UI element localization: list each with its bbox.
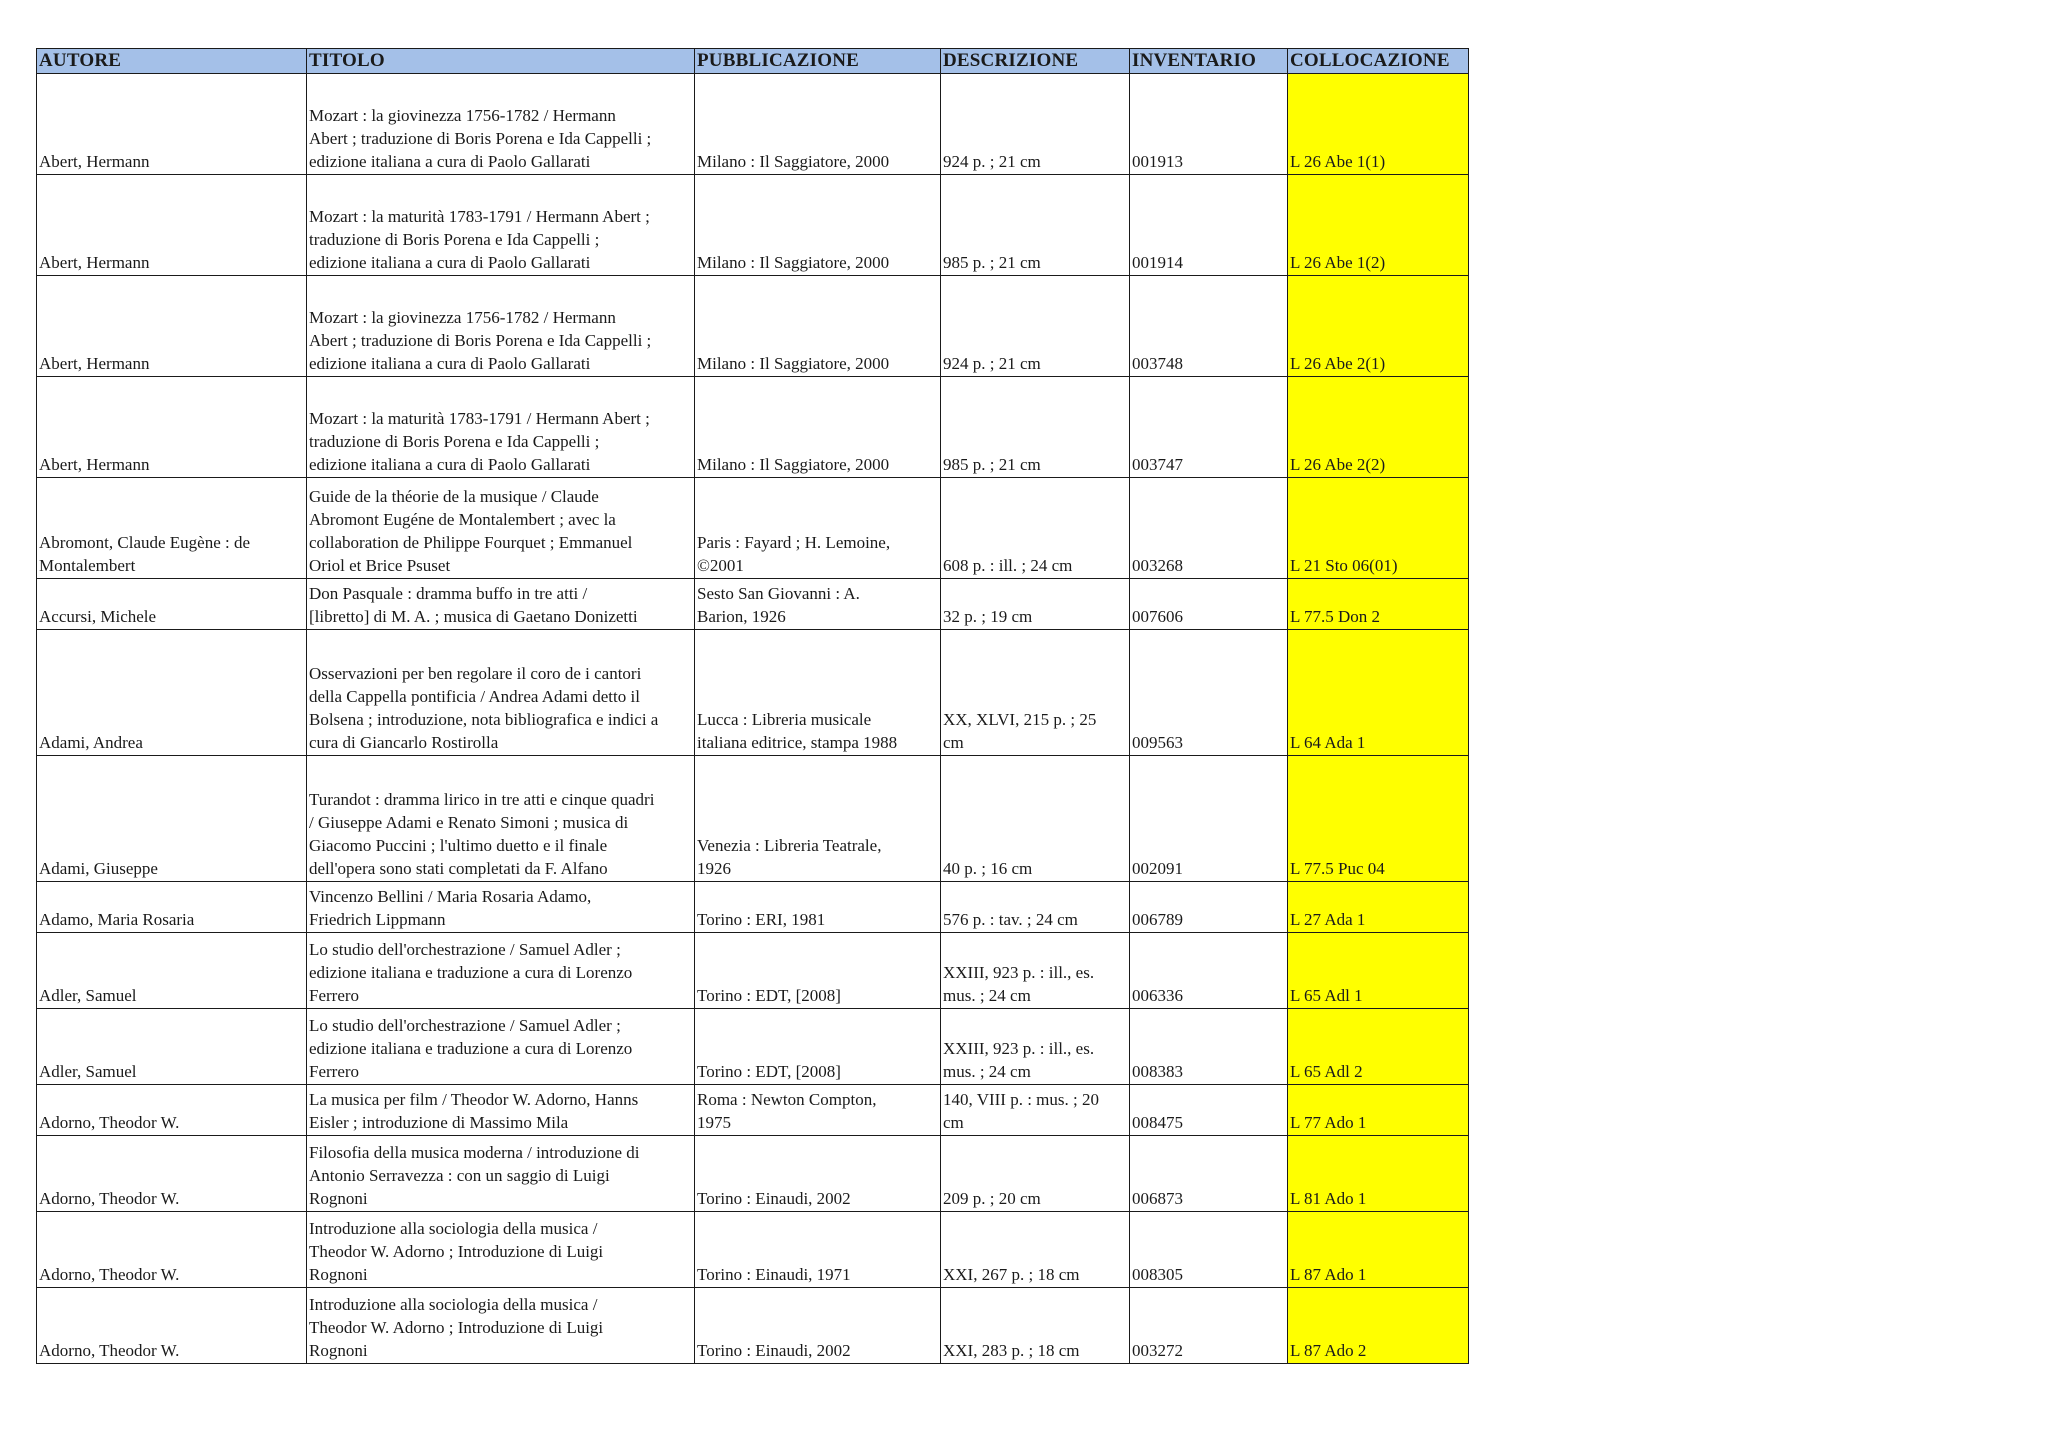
cell-pubblicazione: Venezia : Libreria Teatrale, 1926 bbox=[695, 756, 941, 882]
cell-inventario: 003748 bbox=[1130, 276, 1288, 377]
cell-collocazione: L 87 Ado 2 bbox=[1288, 1288, 1469, 1364]
cell-collocazione: L 77 Ado 1 bbox=[1288, 1085, 1469, 1136]
cell-autore: Abert, Hermann bbox=[37, 175, 307, 276]
cell-pubblicazione: Sesto San Giovanni : A. Barion, 1926 bbox=[695, 579, 941, 630]
cell-descrizione: 40 p. ; 16 cm bbox=[941, 756, 1130, 882]
table-row bbox=[37, 882, 1469, 933]
cell-pubblicazione: Milano : Il Saggiatore, 2000 bbox=[695, 276, 941, 377]
cell-collocazione: L 26 Abe 2(2) bbox=[1288, 377, 1469, 478]
cell-autore: Adorno, Theodor W. bbox=[37, 1288, 307, 1364]
cell-autore: Abromont, Claude Eugène : de Montalembert bbox=[37, 478, 307, 579]
cell-pubblicazione: Paris : Fayard ; H. Lemoine, ©2001 bbox=[695, 478, 941, 579]
table-row bbox=[37, 756, 1469, 882]
cell-pubblicazione: Torino : EDT, [2008] bbox=[695, 1009, 941, 1085]
cell-titolo: Vincenzo Bellini / Maria Rosaria Adamo, Friedrich Lippmann bbox=[307, 882, 695, 933]
header-inventario: INVENTARIO bbox=[1130, 49, 1288, 74]
cell-collocazione: L 77.5 Puc 04 bbox=[1288, 756, 1469, 882]
cell-descrizione: XXI, 267 p. ; 18 cm bbox=[941, 1212, 1130, 1288]
cell-descrizione: XXIII, 923 p. : ill., es. mus. ; 24 cm bbox=[941, 1009, 1130, 1085]
cell-autore: Abert, Hermann bbox=[37, 377, 307, 478]
cell-titolo: Mozart : la maturità 1783-1791 / Hermann Abert ; traduzione di Boris Porena e Ida Cappelli ; edizione italiana a cura di Paolo Gallarati bbox=[307, 175, 695, 276]
cell-descrizione: XXIII, 923 p. : ill., es. mus. ; 24 cm bbox=[941, 933, 1130, 1009]
table-row bbox=[37, 630, 1469, 756]
cell-autore: Adler, Samuel bbox=[37, 1009, 307, 1085]
cell-collocazione: L 87 Ado 1 bbox=[1288, 1212, 1469, 1288]
cell-pubblicazione: Milano : Il Saggiatore, 2000 bbox=[695, 377, 941, 478]
cell-titolo: Turandot : dramma lirico in tre atti e cinque quadri / Giuseppe Adami e Renato Simoni ; musica di Giacomo Puccini ; l'ultimo duetto e il finale dell'opera sono stati completati da F. Alfano bbox=[307, 756, 695, 882]
cell-pubblicazione: Milano : Il Saggiatore, 2000 bbox=[695, 175, 941, 276]
cell-inventario: 006873 bbox=[1130, 1136, 1288, 1212]
cell-inventario: 001914 bbox=[1130, 175, 1288, 276]
catalog-table bbox=[36, 48, 1469, 1364]
header-collocazione: COLLOCAZIONE bbox=[1288, 49, 1469, 74]
table-row bbox=[37, 933, 1469, 1009]
cell-autore: Adami, Giuseppe bbox=[37, 756, 307, 882]
cell-inventario: 009563 bbox=[1130, 630, 1288, 756]
cell-titolo: Mozart : la maturità 1783-1791 / Hermann Abert ; traduzione di Boris Porena e Ida Cappelli ; edizione italiana a cura di Paolo Gallarati bbox=[307, 377, 695, 478]
table-row bbox=[37, 377, 1469, 478]
cell-inventario: 008383 bbox=[1130, 1009, 1288, 1085]
cell-inventario: 006789 bbox=[1130, 882, 1288, 933]
cell-titolo: La musica per film / Theodor W. Adorno, Hanns Eisler ; introduzione di Massimo Mila bbox=[307, 1085, 695, 1136]
cell-autore: Adorno, Theodor W. bbox=[37, 1212, 307, 1288]
table-body bbox=[37, 74, 1469, 1364]
cell-autore: Abert, Hermann bbox=[37, 74, 307, 175]
cell-collocazione: L 64 Ada 1 bbox=[1288, 630, 1469, 756]
cell-descrizione: 140, VIII p. : mus. ; 20 cm bbox=[941, 1085, 1130, 1136]
cell-pubblicazione: Lucca : Libreria musicale italiana editrice, stampa 1988 bbox=[695, 630, 941, 756]
cell-descrizione: 924 p. ; 21 cm bbox=[941, 74, 1130, 175]
table-row bbox=[37, 478, 1469, 579]
cell-collocazione: L 77.5 Don 2 bbox=[1288, 579, 1469, 630]
cell-autore: Adorno, Theodor W. bbox=[37, 1136, 307, 1212]
cell-inventario: 007606 bbox=[1130, 579, 1288, 630]
cell-descrizione: XXI, 283 p. ; 18 cm bbox=[941, 1288, 1130, 1364]
header-descrizione: DESCRIZIONE bbox=[941, 49, 1130, 74]
cell-titolo: Mozart : la giovinezza 1756-1782 / Hermann Abert ; traduzione di Boris Porena e Ida Cappelli ; edizione italiana a cura di Paolo Gallarati bbox=[307, 74, 695, 175]
header-pubblicazione: PUBBLICAZIONE bbox=[695, 49, 941, 74]
cell-collocazione: L 26 Abe 2(1) bbox=[1288, 276, 1469, 377]
cell-titolo: Lo studio dell'orchestrazione / Samuel Adler ; edizione italiana e traduzione a cura di Lorenzo Ferrero bbox=[307, 1009, 695, 1085]
cell-inventario: 002091 bbox=[1130, 756, 1288, 882]
cell-descrizione: 985 p. ; 21 cm bbox=[941, 175, 1130, 276]
table-row bbox=[37, 1136, 1469, 1212]
cell-titolo: Don Pasquale : dramma buffo in tre atti / [libretto] di M. A. ; musica di Gaetano Donizetti bbox=[307, 579, 695, 630]
cell-collocazione: L 26 Abe 1(2) bbox=[1288, 175, 1469, 276]
cell-titolo: Introduzione alla sociologia della musica / Theodor W. Adorno ; Introduzione di Luigi Rognoni bbox=[307, 1288, 695, 1364]
cell-collocazione: L 21 Sto 06(01) bbox=[1288, 478, 1469, 579]
cell-autore: Accursi, Michele bbox=[37, 579, 307, 630]
cell-titolo: Filosofia della musica moderna / introduzione di Antonio Serravezza : con un saggio di Luigi Rognoni bbox=[307, 1136, 695, 1212]
cell-descrizione: 32 p. ; 19 cm bbox=[941, 579, 1130, 630]
cell-pubblicazione: Torino : Einaudi, 2002 bbox=[695, 1288, 941, 1364]
cell-inventario: 001913 bbox=[1130, 74, 1288, 175]
cell-collocazione: L 27 Ada 1 bbox=[1288, 882, 1469, 933]
cell-collocazione: L 65 Adl 1 bbox=[1288, 933, 1469, 1009]
cell-titolo: Mozart : la giovinezza 1756-1782 / Hermann Abert ; traduzione di Boris Porena e Ida Cappelli ; edizione italiana a cura di Paolo Gallarati bbox=[307, 276, 695, 377]
cell-descrizione: 209 p. ; 20 cm bbox=[941, 1136, 1130, 1212]
cell-inventario: 003268 bbox=[1130, 478, 1288, 579]
cell-pubblicazione: Milano : Il Saggiatore, 2000 bbox=[695, 74, 941, 175]
cell-titolo: Lo studio dell'orchestrazione / Samuel Adler ; edizione italiana e traduzione a cura di Lorenzo Ferrero bbox=[307, 933, 695, 1009]
cell-pubblicazione: Torino : ERI, 1981 bbox=[695, 882, 941, 933]
cell-pubblicazione: Roma : Newton Compton, 1975 bbox=[695, 1085, 941, 1136]
cell-pubblicazione: Torino : Einaudi, 2002 bbox=[695, 1136, 941, 1212]
table-row bbox=[37, 1009, 1469, 1085]
cell-collocazione: L 81 Ado 1 bbox=[1288, 1136, 1469, 1212]
cell-descrizione: 924 p. ; 21 cm bbox=[941, 276, 1130, 377]
cell-inventario: 006336 bbox=[1130, 933, 1288, 1009]
cell-inventario: 003272 bbox=[1130, 1288, 1288, 1364]
cell-inventario: 003747 bbox=[1130, 377, 1288, 478]
cell-descrizione: XX, XLVI, 215 p. ; 25 cm bbox=[941, 630, 1130, 756]
cell-titolo: Guide de la théorie de la musique / Claude Abromont Eugéne de Montalembert ; avec la collaboration de Philippe Fourquet ; Emmanuel Oriol et Brice Psuset bbox=[307, 478, 695, 579]
cell-collocazione: L 26 Abe 1(1) bbox=[1288, 74, 1469, 175]
cell-collocazione: L 65 Adl 2 bbox=[1288, 1009, 1469, 1085]
cell-autore: Adami, Andrea bbox=[37, 630, 307, 756]
cell-autore: Adamo, Maria Rosaria bbox=[37, 882, 307, 933]
table-row bbox=[37, 1288, 1469, 1364]
header-titolo: TITOLO bbox=[307, 49, 695, 74]
cell-inventario: 008305 bbox=[1130, 1212, 1288, 1288]
table-row bbox=[37, 1085, 1469, 1136]
cell-descrizione: 608 p. : ill. ; 24 cm bbox=[941, 478, 1130, 579]
cell-autore: Adorno, Theodor W. bbox=[37, 1085, 307, 1136]
cell-titolo: Osservazioni per ben regolare il coro de i cantori della Cappella pontificia / Andrea Adami detto il Bolsena ; introduzione, nota bibliografica e indici a cura di Giancarlo Rostirolla bbox=[307, 630, 695, 756]
header-autore: AUTORE bbox=[37, 49, 307, 74]
cell-pubblicazione: Torino : Einaudi, 1971 bbox=[695, 1212, 941, 1288]
cell-descrizione: 985 p. ; 21 cm bbox=[941, 377, 1130, 478]
table-row bbox=[37, 1212, 1469, 1288]
header-row bbox=[37, 49, 1469, 74]
cell-pubblicazione: Torino : EDT, [2008] bbox=[695, 933, 941, 1009]
cell-autore: Adler, Samuel bbox=[37, 933, 307, 1009]
table-row bbox=[37, 74, 1469, 175]
table-row bbox=[37, 579, 1469, 630]
catalog-sheet bbox=[36, 48, 1469, 1364]
cell-inventario: 008475 bbox=[1130, 1085, 1288, 1136]
cell-autore: Abert, Hermann bbox=[37, 276, 307, 377]
cell-titolo: Introduzione alla sociologia della musica / Theodor W. Adorno ; Introduzione di Luigi Rognoni bbox=[307, 1212, 695, 1288]
table-row bbox=[37, 276, 1469, 377]
cell-descrizione: 576 p. : tav. ; 24 cm bbox=[941, 882, 1130, 933]
table-row bbox=[37, 175, 1469, 276]
